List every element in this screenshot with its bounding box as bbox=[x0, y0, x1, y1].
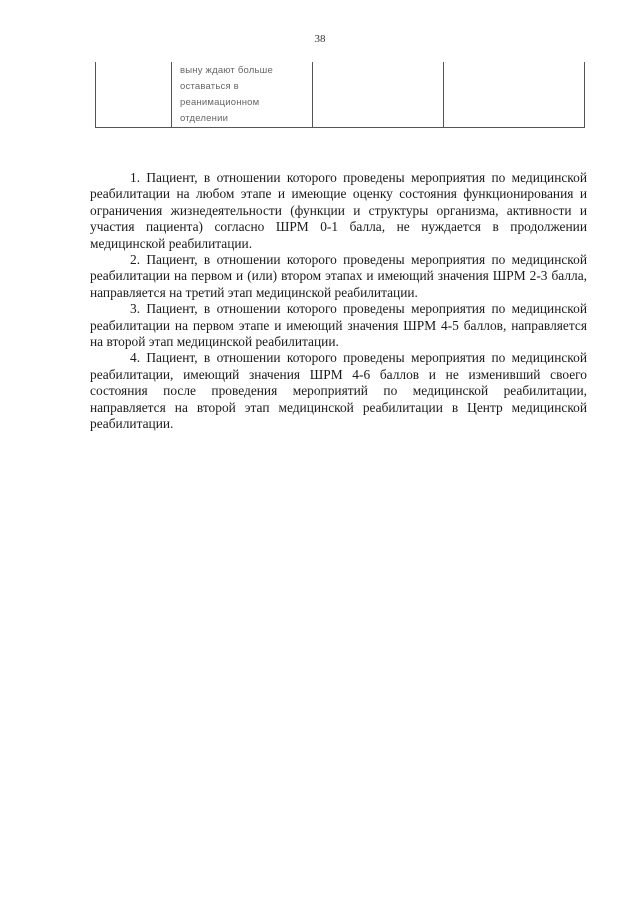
table-continuation bbox=[95, 62, 585, 128]
cell-line: оставаться в bbox=[180, 81, 239, 92]
paragraph-2: 2. Пациент, в отношении которого проведены мероприятия по медицинской реабилитации на первом и (или) втором этапах и имеющий значения ШРМ 2-3 балла, направляется на третий этап медицинской реабилитации. bbox=[90, 252, 587, 300]
table-cell-empty bbox=[443, 62, 584, 128]
table-cell-empty bbox=[96, 62, 172, 128]
page-number: 38 bbox=[314, 33, 326, 45]
paragraph-4: 4. Пациент, в отношении которого проведены мероприятия по медицинской реабилитации, имеющий значения ШРМ 4-6 баллов и не изменивший своего состояния после проведения мероприятий по медицинской реабилитации, направляется на второй этап медицинской реабилитации в Центр медицинской реабилитации. bbox=[90, 350, 587, 432]
body-text bbox=[90, 170, 587, 433]
cell-line: выну ждают больше bbox=[180, 65, 273, 76]
paragraph-1: 1. Пациент, в отношении которого проведены мероприятия по медицинской реабилитации на любом этапе и имеющие оценку состояния функционирования и ограничения жизнедеятельности (функции и структуры организма, активности и участия пациента) согласно ШРМ 0-1 балла, не нуждается в продолжении медицинской реабилитации. bbox=[90, 170, 587, 251]
table-row bbox=[96, 62, 585, 128]
table-cell-empty bbox=[312, 62, 443, 128]
paragraph-3: 3. Пациент, в отношении которого проведены мероприятия по медицинской реабилитации на первом этапе и имеющий значения ШРМ 4-5 баллов, направляется на второй этап медицинской реабилитации. bbox=[90, 301, 587, 350]
cell-line: отделении bbox=[180, 113, 229, 124]
table-cell-text bbox=[172, 62, 312, 128]
cell-line: реанимационном bbox=[180, 97, 260, 108]
